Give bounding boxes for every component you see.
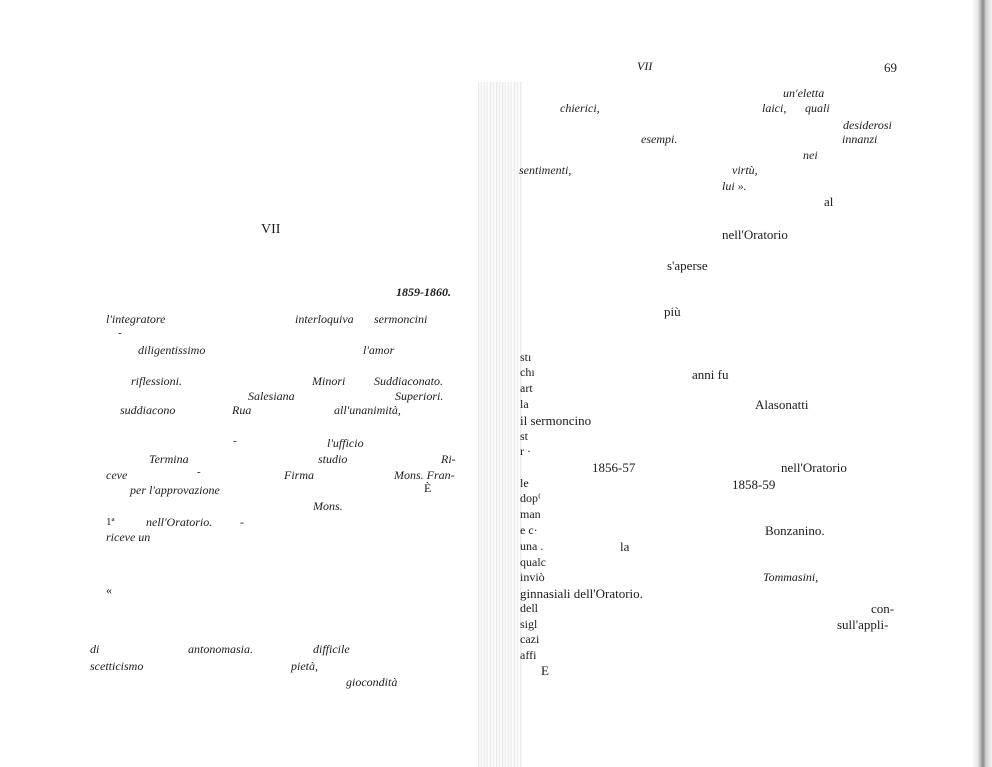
text-fragment: sermoncini <box>374 312 428 326</box>
text-fragment: all'unanimità, <box>334 403 401 417</box>
text-fragment: - <box>197 466 201 478</box>
text-fragment: per l'approvazione <box>130 483 220 497</box>
text-fragment: Rua <box>232 403 252 417</box>
text-fragment: Tommasini, <box>763 570 819 584</box>
text-fragment: Ri- <box>441 452 456 466</box>
text-fragment: l'amor <box>363 343 395 357</box>
text-fragment: Firma <box>284 468 314 482</box>
text-fragment: interloquiva <box>295 312 354 326</box>
text-fragment: 1ª <box>106 516 115 528</box>
text-fragment: di <box>90 642 100 656</box>
text-fragment: l'ufficio <box>327 436 364 450</box>
text-fragment: lui ». <box>722 179 747 193</box>
text-fragment: scetticismo <box>90 659 144 673</box>
text-fragment: Minori <box>312 374 346 388</box>
text-fragment: Alasonatti <box>755 397 809 412</box>
text-fragment: laici, <box>762 101 787 115</box>
text-fragment: innanzi <box>842 132 878 146</box>
text-fragment: sentimenti, <box>519 163 572 177</box>
text-fragment: s'aperse <box>667 258 708 273</box>
text-fragment: Suddiaconato. <box>374 374 443 388</box>
text-fragment: anni fu <box>692 367 729 382</box>
text-fragment: diligentissimo <box>138 343 206 357</box>
running-head: VII <box>637 59 653 73</box>
text-fragment: sull'appli- <box>837 617 889 632</box>
text-fragment: qualc <box>520 555 546 569</box>
text-fragment: nell'Oratorio <box>781 460 847 475</box>
text-fragment: Superiori. <box>395 389 444 403</box>
page-number: 69 <box>884 60 897 75</box>
text-fragment: difficile <box>313 642 350 656</box>
text-fragment: quali <box>805 101 830 115</box>
text-fragment: nell'Oratorio <box>722 227 788 242</box>
text-fragment: chı <box>520 365 535 379</box>
text-fragment: la <box>520 397 529 411</box>
text-fragment: la <box>620 539 630 554</box>
text-fragment: nei <box>803 148 818 162</box>
text-fragment: stı <box>520 350 532 364</box>
text-fragment: desiderosi <box>843 118 892 132</box>
text-fragment: ceve <box>106 468 128 482</box>
text-fragment: nell'Oratorio. <box>146 515 213 529</box>
text-fragment: Salesiana <box>248 389 295 403</box>
text-fragment: riceve un <box>106 530 151 544</box>
text-fragment: Mons. Fran- <box>394 468 455 482</box>
text-fragment: - <box>233 435 237 447</box>
text-fragment: esempi. <box>641 132 678 146</box>
text-fragment: Mons. <box>313 499 343 513</box>
text-fragment: « <box>106 583 112 597</box>
text-fragment: 1858-59 <box>732 477 776 492</box>
text-fragment: - <box>118 327 122 339</box>
text-fragment: e c· <box>520 523 538 537</box>
text-fragment: l'integratore <box>106 312 166 326</box>
text-fragment: con- <box>871 601 895 616</box>
text-fragment: le <box>520 476 529 490</box>
text-fragment: È <box>424 481 432 495</box>
text-fragment: dell <box>520 601 538 615</box>
text-fragment: inviò <box>520 570 545 584</box>
date-range: 1859-1860. <box>396 285 451 299</box>
text-fragment: un'eletta <box>783 86 825 100</box>
text-fragment: più <box>664 304 681 319</box>
text-fragment: r · <box>520 444 531 458</box>
text-fragment: una . <box>520 539 544 553</box>
text-fragment: 1856-57 <box>592 460 636 475</box>
text-fragment: Bonzanino. <box>765 523 825 538</box>
text-fragment: antonomasia. <box>188 642 254 656</box>
text-fragment: al <box>824 194 834 209</box>
text-fragment: Termina <box>149 452 189 466</box>
text-fragment: pietà, <box>291 659 318 673</box>
text-fragment: giocondità <box>346 675 398 689</box>
text-fragment: man <box>520 507 541 521</box>
text-fragment: suddiacono <box>120 403 176 417</box>
text-fragment: il sermoncino <box>520 413 592 428</box>
text-fragment: chierici, <box>560 101 600 115</box>
text-fragment: E <box>541 663 549 678</box>
text-fragment: ginnasiali dell'Oratorio. <box>520 586 643 601</box>
text-fragment: riflessioni. <box>131 374 183 388</box>
text-fragment: virtù, <box>732 163 758 177</box>
text-fragment: - <box>240 515 244 529</box>
text-fragment: art <box>520 381 533 395</box>
text-fragment: dop⁽ <box>520 491 541 505</box>
text-fragment: cazi <box>520 632 540 646</box>
chapter-heading: VII <box>261 222 281 237</box>
text-fragment: sigl <box>520 617 538 631</box>
text-fragment: affi <box>520 648 537 662</box>
text-fragment: st <box>520 429 529 443</box>
text-fragment: studio <box>318 452 348 466</box>
